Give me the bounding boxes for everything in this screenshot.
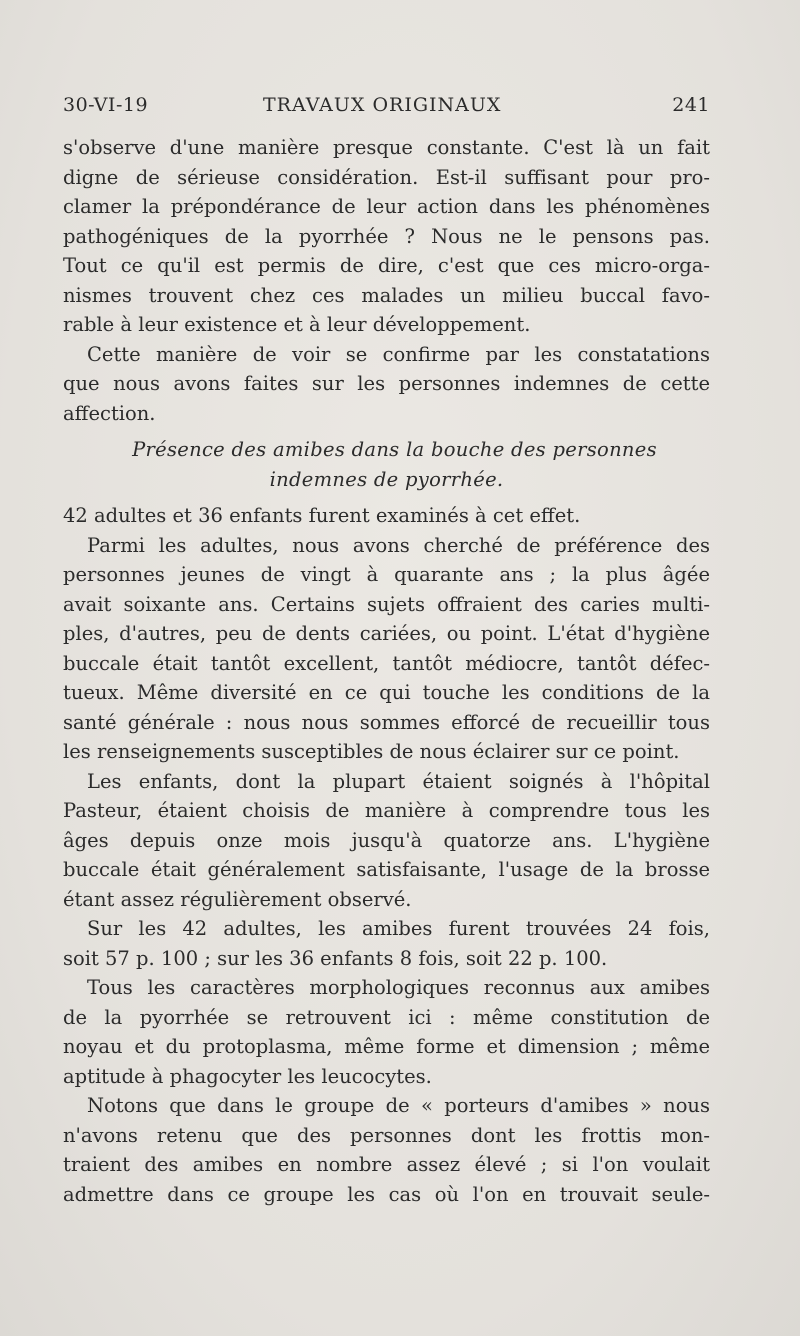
text-line: clamer la prépondérance de leur action dans les phénomènes (63, 195, 710, 218)
text-line: 42 adultes et 36 enfants furent examinés à cet effet. (63, 504, 581, 527)
section-heading-line: indemnes de pyorrhée. (269, 467, 504, 491)
header-date: 30-VI-19 (63, 94, 149, 116)
text-line: pathogéniques de la pyorrhée ? Nous ne le pensons pas. (63, 224, 710, 248)
text-line: tueux. Même diversité en ce qui touche les conditions de la (63, 681, 710, 704)
text-line: Tout ce qu'il est permis de dire, c'est que ces micro-orga- (63, 254, 710, 277)
page-number: 241 (672, 94, 710, 116)
text-line: Les enfants, dont la plupart étaient soignés à l'hôpital (87, 769, 710, 793)
running-header (63, 94, 710, 124)
text-line: digne de sérieuse considération. Est-il suffisant pour pro- (63, 165, 710, 189)
body-text (63, 133, 710, 1209)
text-line: santé générale : nous nous sommes efforcé de recueillir tous (63, 710, 710, 734)
text-line: avait soixante ans. Certains sujets offraient des caries multi- (63, 592, 710, 616)
text-line: les renseignements susceptibles de nous éclairer sur ce point. (63, 740, 680, 763)
text-line: nismes trouvent chez ces malades un milieu buccal favo- (63, 283, 710, 307)
text-line: Sur les 42 adultes, les amibes furent trouvées 24 fois, (87, 917, 710, 940)
text-line: admettre dans ce groupe les cas où l'on en trouvait seule- (63, 1182, 710, 1206)
text-line: buccale était tantôt excellent, tantôt médiocre, tantôt défec- (63, 651, 710, 675)
text-line: affection. (63, 401, 156, 425)
text-line: Cette manière de voir se confirme par les constatations (87, 342, 710, 366)
text-line: Parmi les adultes, nous avons cherché de préférence des (87, 533, 710, 557)
text-line: traient des amibes en nombre assez élevé ; si l'on voulait (63, 1153, 710, 1176)
text-line: âges depuis onze mois jusqu'à quatorze ans. L'hygiène (63, 828, 710, 852)
text-line: Notons que dans le groupe de « porteurs d'amibes » nous (87, 1094, 710, 1117)
text-line: s'observe d'une manière presque constante. C'est là un fait (63, 136, 710, 159)
text-line: n'avons retenu que des personnes dont les frottis mon- (63, 1123, 710, 1147)
text-line: Pasteur, étaient choisis de manière à comprendre tous les (63, 799, 710, 822)
text-line: noyau et du protoplasma, même forme et dimension ; même (63, 1035, 710, 1058)
text-line: rable à leur existence et à leur développement. (63, 313, 531, 336)
text-line: ples, d'autres, peu de dents cariées, ou point. L'état d'hygiène (63, 622, 710, 645)
text-line: étant assez régulièrement observé. (63, 887, 412, 911)
text-line: aptitude à phagocyter les leucocytes. (63, 1064, 432, 1088)
text-line: de la pyorrhée se retrouvent ici : même constitution de (63, 1005, 710, 1029)
text-line: que nous avons faites sur les personnes indemnes de cette (63, 372, 710, 395)
section-heading (63, 435, 710, 494)
header-title: TRAVAUX ORIGINAUX (263, 94, 502, 116)
text-line: personnes jeunes de vingt à quarante ans ; la plus âgée (63, 563, 710, 586)
section-heading-line: Présence des amibes dans la bouche des personnes (132, 438, 657, 461)
text-line: soit 57 p. 100 ; sur les 36 enfants 8 fois, soit 22 p. 100. (63, 946, 608, 970)
text-line: Tous les caractères morphologiques reconnus aux amibes (87, 976, 710, 999)
text-line: buccale était généralement satisfaisante, l'usage de la brosse (63, 858, 710, 881)
